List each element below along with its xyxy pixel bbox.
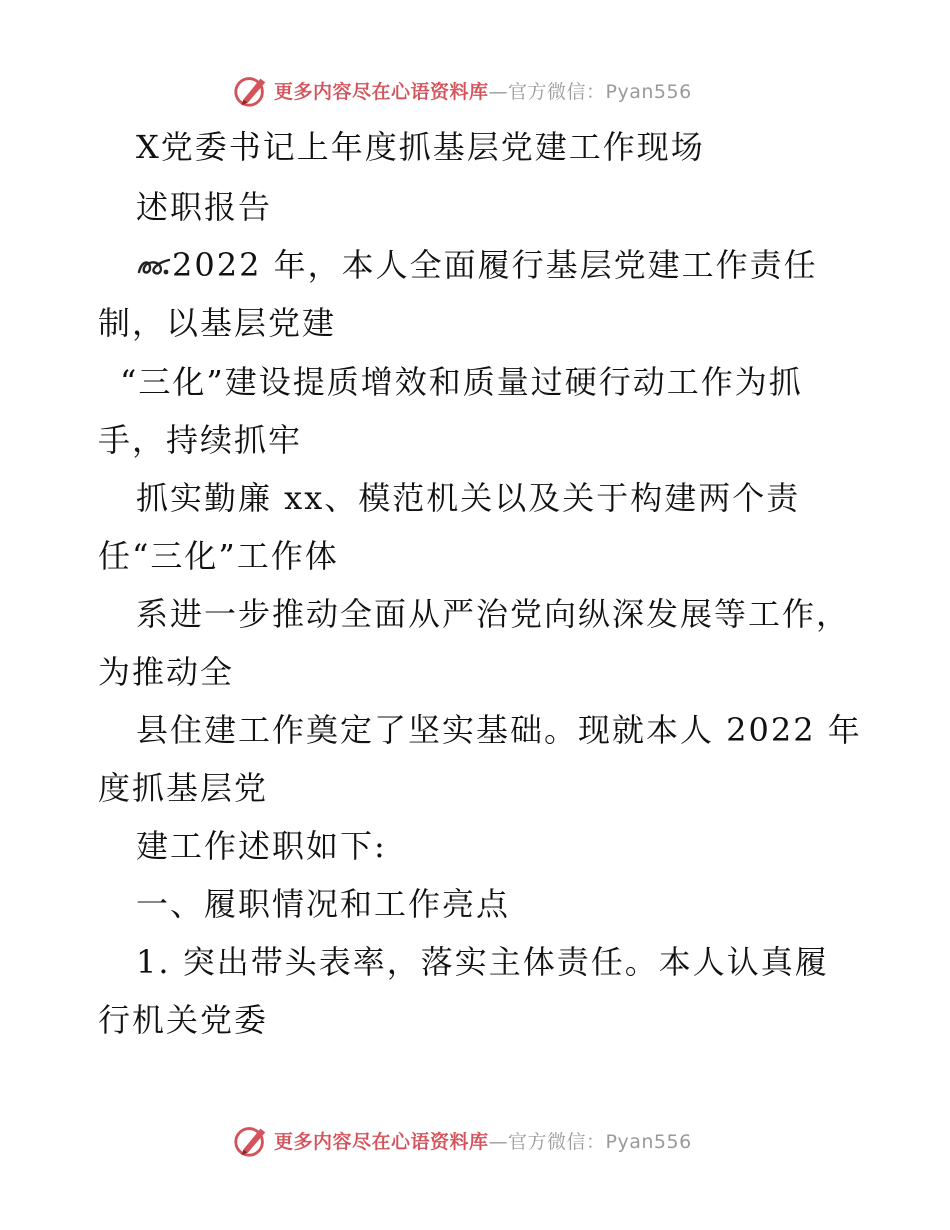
paragraph-line: 制，以基层党建 [98,304,337,342]
watermark-footer [232,1120,692,1160]
document-title-line-1: X党委书记上年度抓基层党建工作现场 [136,128,705,166]
pen-logo-icon [232,71,270,109]
paragraph-line: 1. 突出带头表率，落实主体责任。本人认真履 [136,943,829,981]
pen-logo-icon [232,1121,270,1159]
watermark-main-text: 更多内容尽在心语资料库 [274,80,489,103]
paragraph-line: 任“三化”工作体 [98,537,339,575]
paragraph-text: 2022 年，本人全面履行基层党建工作责任 [172,246,818,284]
watermark-header [232,70,692,110]
paragraph-line: “三化”建设提质增效和质量过硬行动工作为抓 [120,363,803,401]
flourish-bullet-icon [136,252,172,280]
paragraph-line: 度抓基层党 [98,769,269,807]
paragraph-line [136,245,818,285]
paragraph-line: 建工作述职如下: [136,827,387,865]
paragraph-line: 行机关党委 [98,1001,269,1039]
paragraph-line: 县住建工作奠定了坚实基础。现就本人 2022 年 [136,711,862,749]
watermark-side-text: —官方微信：Pyan556 [488,1130,692,1153]
paragraph-line: 为推动全 [98,653,235,691]
watermark-side-text: —官方微信：Pyan556 [488,80,692,103]
section-heading: 一、履职情况和工作亮点 [136,885,511,923]
paragraph-line: 抓实勤廉 xx、模范机关以及关于构建两个责 [136,479,801,517]
document-title-line-2: 述职报告 [136,188,273,226]
paragraph-line: 手，持续抓牢 [98,421,303,459]
paragraph-line: 系进一步推动全面从严治党向纵深发展等工作， [136,595,851,633]
watermark-main-text: 更多内容尽在心语资料库 [274,1130,489,1153]
